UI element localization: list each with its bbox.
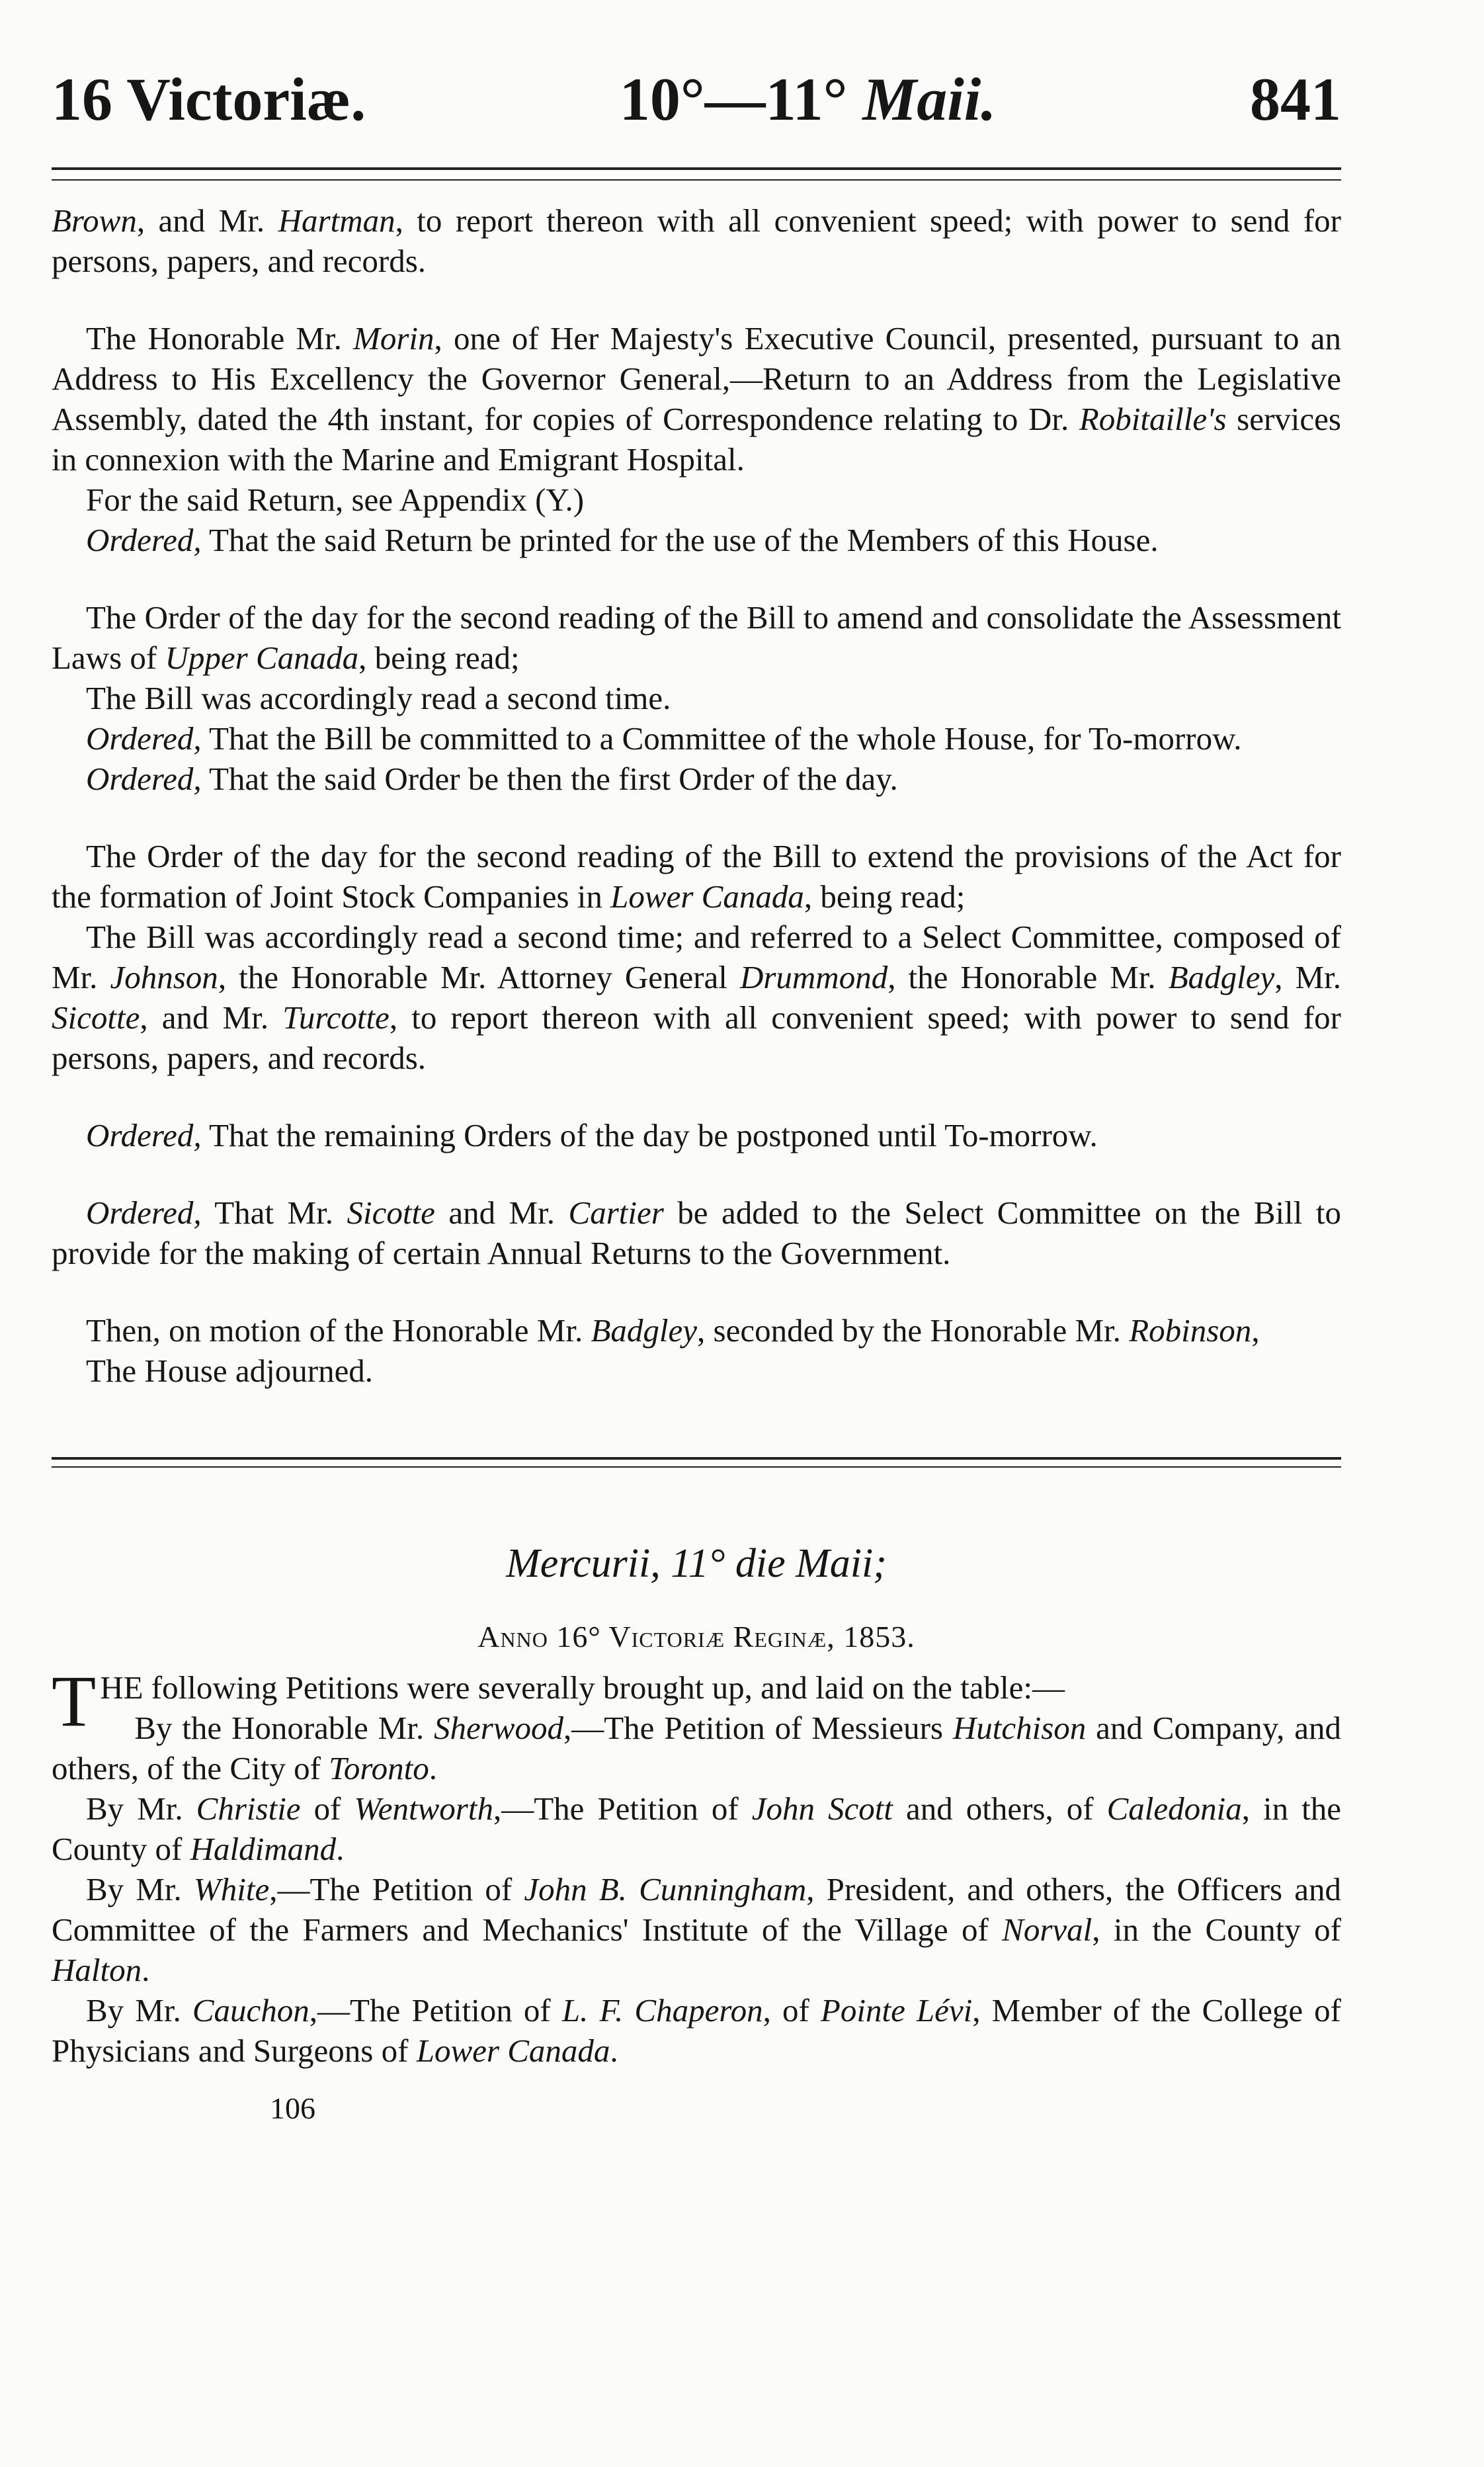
- text-run: of: [300, 1790, 354, 1827]
- paragraph: [52, 759, 1341, 799]
- italic-run: Cartier: [568, 1194, 664, 1232]
- text-run: ,—The Petition of: [269, 1871, 524, 1908]
- petitions-body: [52, 1661, 1342, 2071]
- paragraph: [52, 520, 1341, 560]
- italic-run: Robinson: [1129, 1312, 1252, 1349]
- text-run: That the said Order be then the first Order of the day.: [201, 761, 898, 798]
- text-run: and others, of: [892, 1790, 1107, 1827]
- text-run: .: [610, 2032, 618, 2070]
- italic-run: Sicotte: [52, 999, 140, 1036]
- petitions-intro-text: [100, 1669, 1065, 1706]
- italic-run: Toronto: [329, 1750, 429, 1787]
- signature-mark: 106: [270, 2091, 315, 2126]
- journal-page: [52, 66, 1341, 2126]
- text-run: The Bill was accordingly read a second time.: [86, 680, 671, 717]
- text-run: That the remaining Orders of the day be postponed until To-morrow.: [201, 1117, 1098, 1154]
- section-rule: [52, 1457, 1341, 1468]
- paragraph: [52, 917, 1341, 1078]
- text-run: By the Honorable Mr.: [134, 1710, 434, 1747]
- text-run: .: [429, 1750, 438, 1787]
- petition-item: [52, 1869, 1341, 1990]
- text-run: ,: [1251, 1312, 1260, 1349]
- italic-run: Ordered,: [86, 761, 202, 798]
- text-run: By Mr.: [86, 1790, 196, 1827]
- italic-run: John B. Cunningham: [524, 1871, 807, 1908]
- text-run: The Honorable Mr.: [86, 320, 354, 357]
- text-run: , and Mr.: [136, 202, 278, 239]
- text-run: services in connexion with the Marine and Emigrant Hospital.: [52, 401, 1341, 478]
- italic-run: Brown: [52, 202, 137, 239]
- petition-item: [52, 1990, 1341, 2071]
- paragraph: [52, 718, 1341, 759]
- text-run: .: [336, 1831, 345, 1868]
- header-regnal-year: 16 Victoriæ.: [52, 65, 366, 133]
- session-date: Mercurii, 11° die Maii;: [506, 1541, 887, 1587]
- paragraph: [52, 597, 1341, 678]
- italic-run: Lower Canada: [610, 878, 804, 915]
- text-run: The Order of the day for the second reading of the Bill to extend the provisions of the Act for the formation of Joint Stock Companies in: [52, 838, 1341, 915]
- paragraph: [52, 1192, 1341, 1273]
- italic-run: Haldimand: [190, 1831, 337, 1868]
- italic-run: Ordered,: [86, 720, 202, 757]
- text-run: , one of Her Majesty's Executive Council, presented, pursuant to an Address to His Excellency the Governor General,—Return to an Address from the Legislative Assembly, dated the 4th instant, for copies of Correspondence relating to Dr.: [52, 320, 1341, 438]
- italic-run: White: [193, 1871, 270, 1908]
- italic-run: L. F. Chaperon: [561, 1992, 763, 2029]
- text-run: By Mr.: [86, 1871, 194, 1908]
- italic-run: Ordered,: [86, 1194, 202, 1232]
- italic-run: Halton: [52, 1952, 142, 1989]
- text-run: and Mr.: [434, 1194, 569, 1232]
- paragraph: [52, 200, 1341, 281]
- header-month: Maii.: [862, 65, 997, 133]
- italic-run: Hartman: [278, 202, 395, 239]
- text-run: , in the County of: [1092, 1911, 1341, 1948]
- text-run: , President, and others, the Officers and Committee of the Farmers and Mechanics' Institute of the Village of: [52, 1871, 1341, 1948]
- text-run: For the said Return, see Appendix (Y.): [86, 481, 585, 519]
- text-run: By Mr.: [86, 1992, 192, 2029]
- petition-item: [52, 1788, 1341, 1869]
- italic-run: Ordered,: [86, 522, 202, 559]
- italic-run: Norval: [1002, 1911, 1092, 1948]
- italic-run: Sherwood: [433, 1710, 563, 1747]
- italic-run: Upper Canada: [165, 640, 359, 677]
- session-year: Anno 16° Victoriæ Reginæ, 1853.: [477, 1620, 915, 1654]
- paragraph: [52, 836, 1341, 917]
- text-run: , the Honorable Mr. Attorney General: [218, 959, 740, 996]
- text-run: The Order of the day for the second reading of the Bill to amend and consolidate the Assessment Laws of: [52, 599, 1341, 677]
- text-run: , Mr.: [1274, 959, 1342, 996]
- italic-run: John Scott: [751, 1790, 893, 1827]
- drop-cap: T: [52, 1661, 97, 1742]
- paragraph: [52, 1115, 1341, 1155]
- text-run: , the Honorable Mr.: [887, 959, 1169, 996]
- page-number: 841: [1250, 65, 1341, 133]
- header-day-numbers: 10°—11°: [619, 65, 848, 133]
- italic-run: Lower Canada: [416, 2032, 610, 2070]
- text-run: be added to the Select Committee on the Bill to provide for the making of certain Annual Returns to the Government.: [52, 1194, 1341, 1272]
- header-dates: [620, 66, 996, 133]
- italic-run: Wentworth: [354, 1790, 493, 1827]
- text-run: , of: [763, 1992, 821, 2029]
- text-run: , to report thereon with all convenient speed; with power to send for persons, papers, and records.: [52, 999, 1341, 1077]
- text-run: , seconded by the Honorable Mr.: [697, 1312, 1130, 1349]
- italic-run: Sicotte: [347, 1194, 435, 1232]
- text-run: The House adjourned.: [86, 1353, 374, 1390]
- text-run: ,—The Petition of: [309, 1992, 562, 2029]
- text-run: , Member of the College of Physicians and Surgeons of: [52, 1992, 1342, 2070]
- text-run: , being read;: [358, 640, 520, 677]
- italic-run: Turcotte: [282, 999, 390, 1036]
- italic-run: Ordered,: [86, 1117, 202, 1154]
- italic-run: Morin: [353, 320, 434, 357]
- italic-run: Badgley: [591, 1312, 697, 1349]
- italic-run: Robitaille's: [1079, 401, 1227, 438]
- text-run: , and Mr.: [140, 999, 283, 1036]
- text-run: That the said Return be printed for the use of the Members of this House.: [201, 522, 1159, 559]
- paragraph: [52, 480, 1341, 520]
- text-run: That the Bill be committed to a Committee of the whole House, for To-morrow.: [201, 720, 1242, 757]
- text-run: Then, on motion of the Honorable Mr.: [86, 1312, 591, 1349]
- italic-run: Hutchison: [952, 1710, 1087, 1747]
- text-run: , in the County of: [52, 1790, 1341, 1868]
- text-run: and Company, and others, of the City of: [52, 1710, 1341, 1787]
- text-run: ,—The Petition of: [493, 1790, 752, 1827]
- text-run: .: [142, 1952, 150, 1989]
- running-head: [52, 66, 1341, 133]
- text-run: , being read;: [804, 878, 966, 915]
- text-run: The Bill was accordingly read a second time; and referred to a Select Committee, composed of Mr.: [52, 919, 1341, 996]
- text-run: HE following Petitions were severally brought up, and laid on the table:—: [100, 1669, 1065, 1706]
- italic-run: Christie: [196, 1790, 301, 1827]
- italic-run: Caledonia: [1106, 1790, 1242, 1827]
- italic-run: Pointe Lévi: [820, 1992, 973, 2029]
- paragraph: [52, 1351, 1341, 1391]
- petition-item: [52, 1708, 1341, 1788]
- header-rule: [52, 167, 1341, 181]
- text-run: ,—The Petition of Messieurs: [563, 1710, 953, 1747]
- italic-run: Drummond: [739, 959, 888, 996]
- text-run: That Mr.: [201, 1194, 347, 1232]
- text-run: , to report thereon with all convenient speed; with power to send for persons, papers, and records.: [52, 202, 1341, 280]
- paragraph: [52, 1310, 1341, 1351]
- italic-run: Badgley: [1168, 959, 1275, 996]
- italic-run: Johnson: [110, 959, 218, 996]
- italic-run: Cauchon: [192, 1992, 309, 2029]
- paragraph: [52, 318, 1341, 480]
- paragraph: [52, 678, 1341, 718]
- proceedings-body: [52, 200, 1341, 1391]
